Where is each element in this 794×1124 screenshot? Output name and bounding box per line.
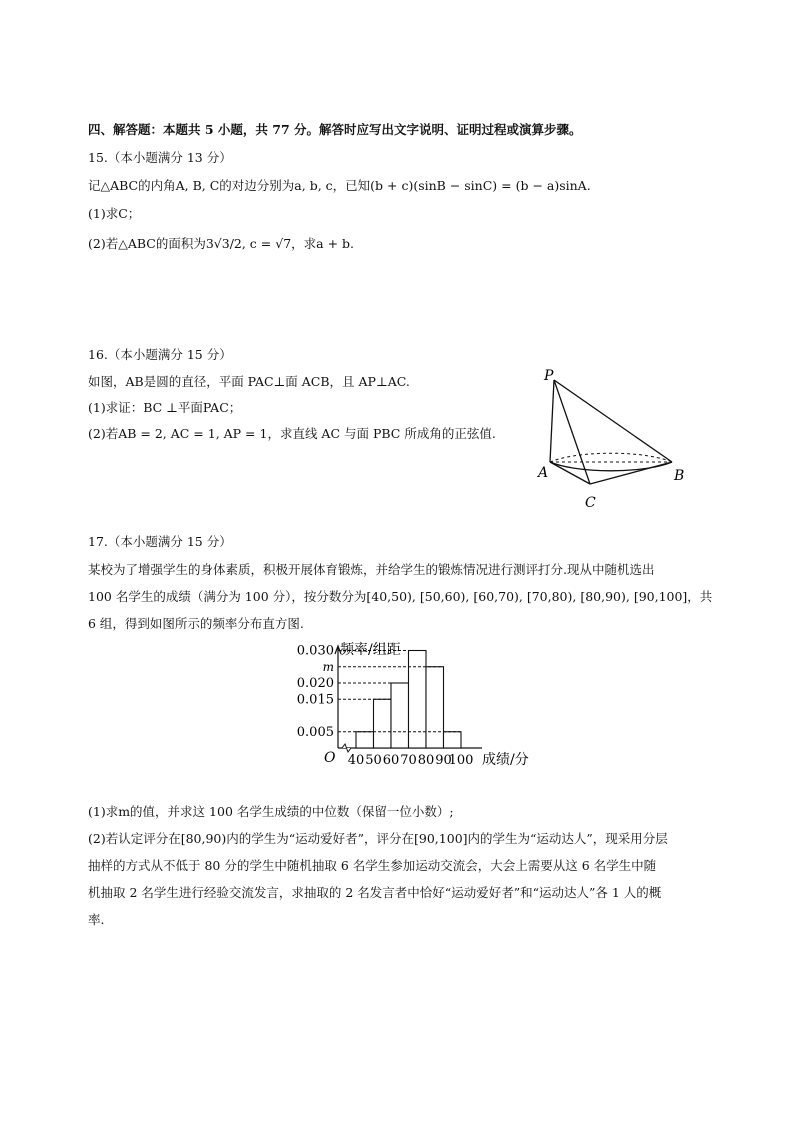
q17-header: 17.（本小题满分 15 分） bbox=[88, 534, 232, 549]
q17-part2-line1: (2)若认定评分在[80,90)内的学生为“运动爱好者”，评分在[90,100]内的学生为“运动达人”，现采用分层 bbox=[88, 831, 668, 846]
x-tick-label: 80 bbox=[417, 753, 435, 768]
q16-stem: 如图，AB是圆的直径，平面 PAC⊥面 ACB，且 AP⊥AC. bbox=[88, 374, 410, 389]
x-tick-label: 70 bbox=[400, 753, 417, 768]
q15-header: 15.（本小题满分 13 分） bbox=[88, 150, 232, 165]
circle-back-arc bbox=[550, 453, 672, 462]
y-axis-title: 频率/组距 bbox=[340, 642, 401, 658]
edge-cb bbox=[590, 462, 672, 484]
section-title: 四、解答题：本题共 5 小题，共 77 分。解答时应写出文字说明、证明过程或演算步骤。 bbox=[88, 122, 582, 137]
x-tick-label: 60 bbox=[382, 753, 400, 768]
y-tick-label: 0.030 bbox=[296, 643, 334, 659]
histogram-bar bbox=[356, 732, 374, 748]
label-b: B bbox=[674, 468, 685, 484]
x-tick-label: 90 bbox=[435, 753, 452, 768]
frequency-histogram bbox=[290, 632, 540, 790]
histogram-bar bbox=[374, 699, 392, 748]
x-tick-label: 100 bbox=[448, 753, 474, 768]
label-a: A bbox=[538, 465, 549, 481]
label-p: P bbox=[544, 368, 554, 384]
q15-stem: 记△ABC的内角A, B, C的对边分别为a, b, c，已知(b + c)(sinB − sinC) = (b − a)sinA. bbox=[88, 178, 591, 193]
axis-break-mark bbox=[342, 744, 351, 752]
q15-part1: (1)求C； bbox=[88, 206, 141, 221]
origin-label: O bbox=[324, 750, 336, 766]
q16-part1: (1)求证：BC ⊥平面PAC； bbox=[88, 400, 242, 415]
q17-stem-line1: 某校为了增强学生的身体素质，积极开展体育锻炼，并给学生的锻炼情况进行测评打分.现从中随机选出 bbox=[88, 562, 655, 577]
y-tick-label: m bbox=[322, 659, 334, 674]
q17-part2-line3: 机抽取 2 名学生进行经验交流发言，求抽取的 2 名发言者中恰好“运动爱好者”和“运动达人”各 1 人的概 bbox=[88, 885, 662, 900]
q17-stem-line3: 6 组，得到如图所示的频率分布直方图. bbox=[88, 616, 304, 631]
x-tick-label: 50 bbox=[365, 753, 382, 768]
x-axis-title: 成绩/分 bbox=[482, 752, 529, 768]
y-tick-label: 0.015 bbox=[296, 692, 334, 708]
q16-part2: (2)若AB = 2, AC = 1, AP = 1，求直线 AC 与面 PBC 所成角的正弦值. bbox=[88, 426, 496, 441]
x-tick-label: 40 bbox=[347, 753, 365, 768]
label-c: C bbox=[585, 495, 596, 511]
q16-header: 16.（本小题满分 15 分） bbox=[88, 347, 232, 362]
edge-pb bbox=[554, 380, 672, 462]
q15-part2: (2)若△ABC的面积为3√3/2, c = √7，求a + b. bbox=[88, 236, 354, 251]
histogram-bar bbox=[444, 732, 462, 748]
pyramid-circle-figure bbox=[530, 362, 700, 522]
q17-part2-line2: 抽样的方式从不低于 80 分的学生中随机抽取 6 名学生参加运动交流会，大会上需要从这 6 名学生中随 bbox=[88, 858, 657, 873]
y-tick-label: 0.020 bbox=[296, 676, 334, 691]
edge-pa bbox=[550, 380, 554, 462]
histogram-bar bbox=[426, 667, 444, 748]
q17-part1: (1)求m的值，并求这 100 名学生成绩的中位数（保留一位小数）; bbox=[88, 804, 454, 819]
y-tick-label: 0.005 bbox=[296, 724, 334, 740]
histogram-bar bbox=[409, 651, 427, 749]
histogram-bar bbox=[391, 683, 409, 748]
q17-part2-line4: 率. bbox=[88, 912, 105, 927]
q17-stem-line2: 100 名学生的成绩（满分为 100 分），按分数分为[40,50), [50,60), [60,70), [70,80), [80,90), [90,100]，共 bbox=[88, 589, 713, 604]
